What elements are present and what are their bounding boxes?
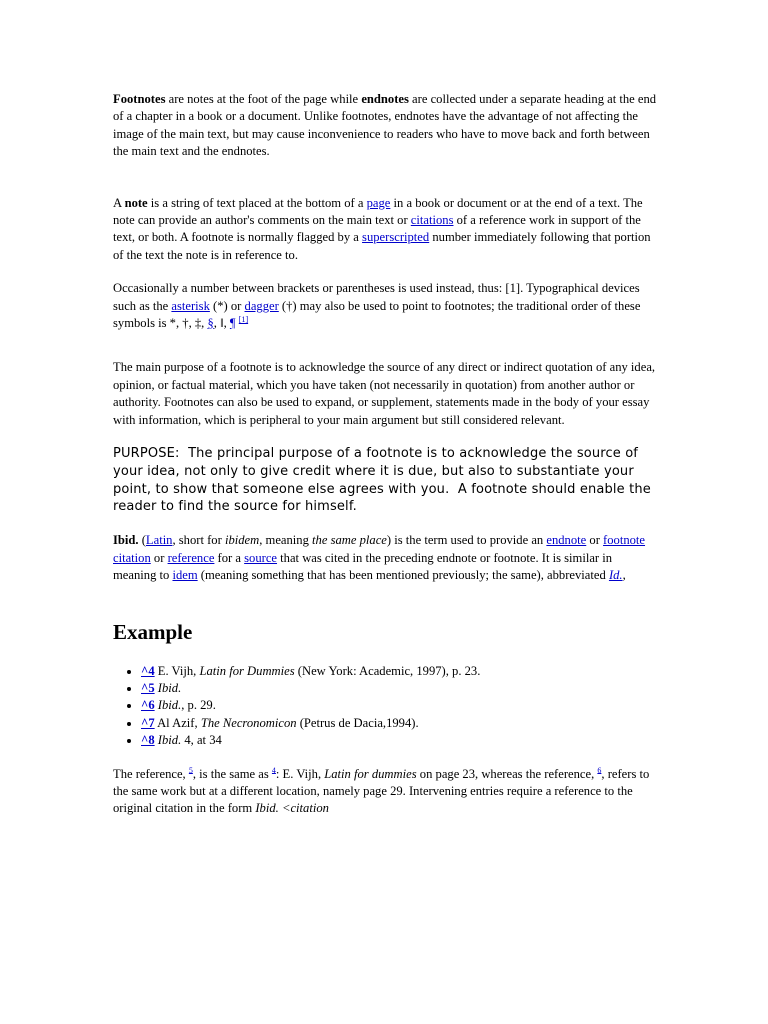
text: on page 23, whereas the reference, bbox=[416, 766, 598, 781]
text: 4, at 34 bbox=[181, 733, 222, 748]
bold-term: endnotes bbox=[361, 92, 409, 106]
italic-term: ibidem bbox=[224, 533, 260, 548]
text: : E. Vijh, bbox=[275, 766, 325, 781]
link-reference[interactable]: reference bbox=[167, 550, 215, 565]
text: number immediately following that portion of the text the note is in reference to. bbox=[113, 230, 651, 262]
paragraph-main-purpose: The main purpose of a footnote is to acknowledge the source of any direct or indirect quotation of any idea, opinion, or factual material, which you have taken (not necessarily in quotation) from another author or authority. Footnotes can also be used to expand, or supplement, statements made in the body of your essay with information, which is peripheral to your main argument but still considered relevant. bbox=[113, 360, 656, 427]
section-heading-example: Example bbox=[113, 619, 193, 644]
text: The reference, bbox=[113, 766, 189, 781]
link-id[interactable] bbox=[609, 568, 623, 582]
text: are collected under a separate heading at the end of a chapter in a book or a document. Unlike footnotes, endnotes have the advantage of not affecting the image of the main text, but may cause inconvenience to readers who have to move back and forth between the main text and the endnotes. bbox=[113, 92, 657, 159]
italic-title: Latin for dummies bbox=[324, 766, 417, 781]
text: Occasionally a number between brackets or parentheses is used instead, thus: [1]. Typographical devices such as the bbox=[113, 281, 640, 313]
paragraph-purpose bbox=[113, 445, 658, 516]
text: in a book or document or at the end of a text. The note can provide an author's comments on the main text or bbox=[113, 195, 643, 228]
backlink-5[interactable]: ^5 bbox=[141, 680, 155, 695]
text: , is the same as bbox=[192, 766, 272, 781]
purpose-label: PURPOSE: bbox=[113, 446, 180, 462]
link-source[interactable]: source bbox=[244, 550, 278, 565]
text: (*) or bbox=[209, 298, 245, 313]
list-item bbox=[141, 697, 658, 714]
superscript-link-4[interactable]: 4 bbox=[271, 765, 276, 775]
list-item bbox=[141, 663, 658, 680]
link-dagger[interactable]: dagger bbox=[244, 298, 279, 313]
list-item bbox=[141, 732, 658, 749]
text: are notes at the foot of the page while bbox=[165, 92, 362, 106]
text: (†) may also be used to point to footnotes; the traditional order of these symbols is *, †, ‡, bbox=[113, 298, 641, 331]
link-citations[interactable]: citations bbox=[410, 213, 454, 228]
link-page[interactable]: page bbox=[366, 195, 391, 210]
text: (meaning something that has been mentioned previously; the same), abbreviated bbox=[197, 568, 609, 583]
italic-term: the same place bbox=[312, 533, 387, 548]
link-citation[interactable]: citation bbox=[113, 550, 151, 565]
paragraph-note-definition bbox=[113, 195, 658, 265]
text: or bbox=[150, 550, 168, 565]
link-asterisk[interactable]: asterisk bbox=[171, 298, 210, 313]
link-latin[interactable]: Latin bbox=[145, 533, 173, 548]
text: (Petrus de Dacia,1994). bbox=[296, 715, 419, 730]
text: , short for bbox=[172, 533, 225, 548]
list-item bbox=[141, 715, 658, 732]
link-ref-1[interactable]: [1] bbox=[238, 314, 249, 324]
italic-title: Ibid. bbox=[157, 698, 182, 713]
superscript-link-5[interactable]: 5 bbox=[188, 765, 193, 775]
link-footnote[interactable]: footnote bbox=[603, 533, 646, 548]
text: A bbox=[113, 195, 125, 210]
text: is a string of text placed at the bottom of a bbox=[147, 195, 367, 210]
bold-term: Ibid. bbox=[113, 533, 139, 548]
text: The principal purpose of a footnote is to acknowledge the source of your idea, not only to give credit where it is due, but also to substantiate your point, to show that someone else agrees with you. A footnote should enable the reader to find the source for himself. bbox=[113, 446, 656, 515]
backlink-6[interactable]: ^6 bbox=[141, 698, 155, 713]
italic-text: Ibid. <citation bbox=[255, 801, 329, 816]
text: of a reference work in support of the text, or both. A footnote is normally flagged by a bbox=[113, 213, 641, 245]
text: (New York: Academic, 1997), p. 23. bbox=[294, 663, 481, 678]
paragraph-ibid bbox=[113, 532, 658, 584]
paragraph-footnotes-definition bbox=[113, 91, 658, 161]
text: ( bbox=[138, 533, 146, 548]
text: , bbox=[622, 568, 626, 583]
example-list bbox=[113, 663, 658, 750]
backlink-4[interactable]: ^4 bbox=[141, 663, 155, 678]
text: Al Azif, bbox=[154, 715, 201, 730]
text: or bbox=[586, 533, 604, 548]
paragraph-reference-explanation bbox=[113, 766, 658, 818]
link-superscripted[interactable]: superscripted bbox=[362, 230, 430, 245]
superscript-link-6[interactable]: 6 bbox=[597, 765, 602, 775]
italic-title: Latin for Dummies bbox=[199, 663, 295, 678]
text: for a bbox=[214, 550, 245, 565]
backlink-7[interactable]: ^7 bbox=[141, 715, 155, 730]
list-item bbox=[141, 680, 658, 697]
italic-term: Id. bbox=[608, 568, 623, 583]
text: , p. 29. bbox=[181, 698, 216, 713]
italic-title: Ibid. bbox=[157, 680, 182, 695]
link-pilcrow[interactable]: ¶ bbox=[229, 316, 236, 331]
italic-title: Ibid. bbox=[157, 733, 182, 748]
text: E. Vijh, bbox=[154, 663, 200, 678]
paragraph-symbols bbox=[113, 280, 658, 332]
text: ) is the term used to provide an bbox=[386, 533, 547, 548]
document-page bbox=[113, 91, 658, 818]
link-idem[interactable]: idem bbox=[172, 568, 198, 583]
bold-term: Footnotes bbox=[113, 92, 166, 106]
text: , ‖, bbox=[213, 316, 230, 331]
link-section-sign[interactable]: § bbox=[207, 316, 214, 331]
backlink-8[interactable]: ^8 bbox=[141, 733, 155, 748]
text: , refers to the same work but at a different location, namely page 29. Intervening entries require a reference to the original citation in the form bbox=[113, 766, 650, 816]
bold-term: note bbox=[124, 195, 148, 210]
text: , meaning bbox=[259, 533, 313, 548]
text: that was cited in the preceding endnote or footnote. It is similar in meaning to bbox=[113, 550, 613, 583]
link-endnote[interactable]: endnote bbox=[546, 533, 587, 548]
italic-title: The Necronomicon bbox=[200, 715, 297, 730]
